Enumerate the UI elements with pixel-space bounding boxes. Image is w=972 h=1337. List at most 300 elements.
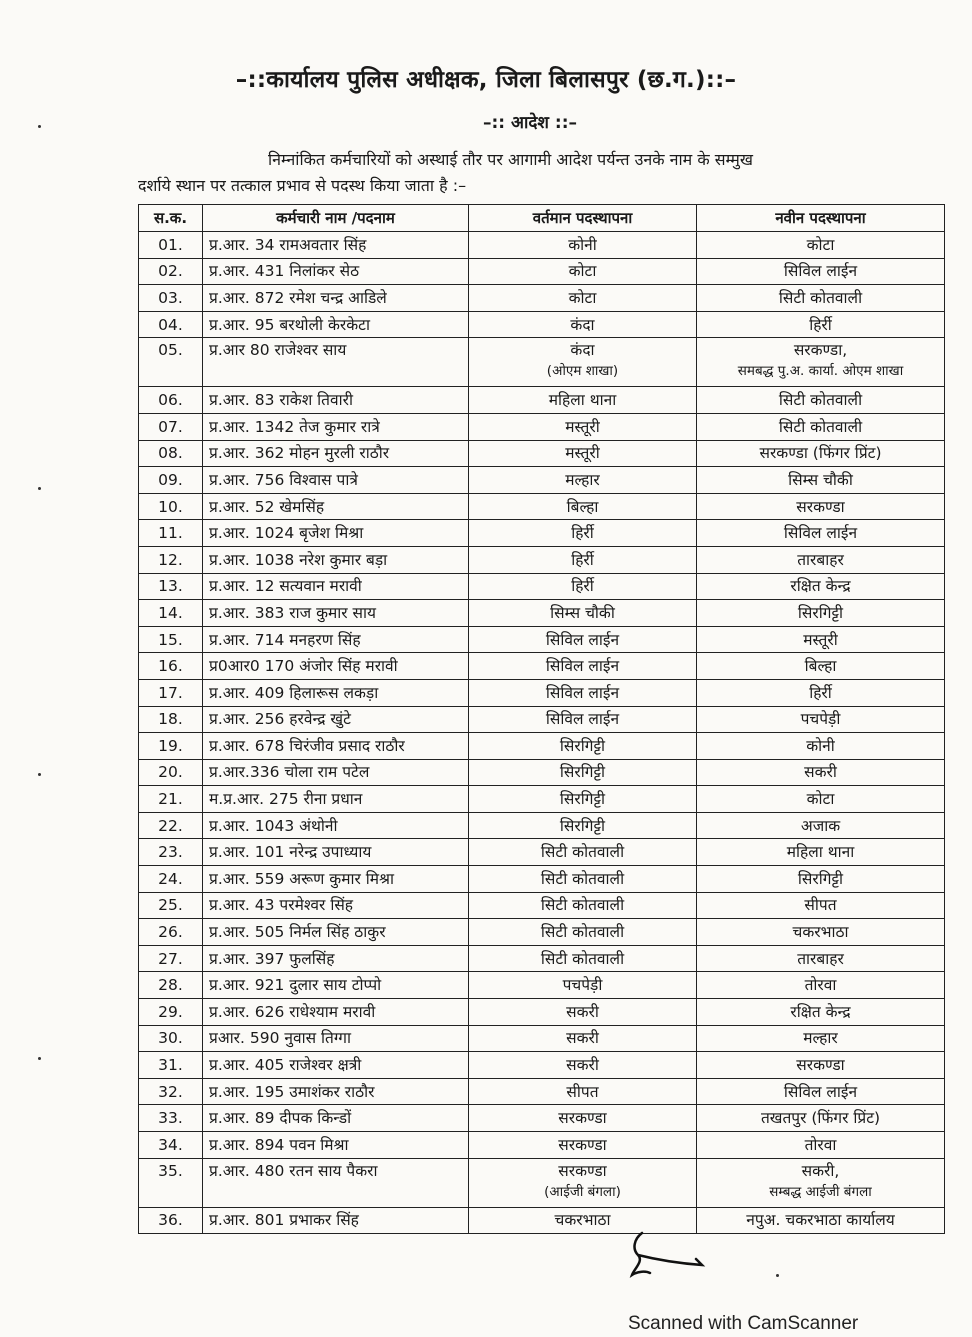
cell-serial-text: 21. bbox=[158, 790, 183, 809]
cell-employee-name-text: प्र.आर. 383 राज कुमार साय bbox=[209, 603, 377, 622]
scan-speck bbox=[38, 1057, 41, 1060]
cell-current-posting-text: कंदा bbox=[570, 341, 595, 360]
table-header-row bbox=[139, 205, 945, 232]
cell-serial-text: 10. bbox=[158, 497, 183, 516]
cell-employee-name bbox=[203, 258, 469, 285]
table-row bbox=[139, 232, 945, 259]
cell-new-posting bbox=[697, 945, 945, 972]
cell-serial bbox=[139, 311, 203, 338]
cell-employee-name-text: प्र.आर. 801 प्रभाकर सिंह bbox=[209, 1211, 359, 1230]
transfer-table bbox=[138, 204, 945, 1234]
cell-new-posting bbox=[697, 1158, 945, 1207]
table-row bbox=[139, 999, 945, 1026]
cell-current-posting-text: सिटी कोतवाली bbox=[540, 949, 625, 968]
cell-current-posting-text: कोनी bbox=[568, 235, 597, 254]
cell-new-posting bbox=[697, 232, 945, 259]
cell-new-posting bbox=[697, 786, 945, 813]
table-row bbox=[139, 258, 945, 285]
cell-serial-text: 18. bbox=[158, 710, 183, 729]
cell-employee-name-text: प्र.आर. 409 हिलारूस लकड़ा bbox=[209, 683, 379, 702]
order-heading: –:: आदेश ::– bbox=[483, 113, 577, 133]
table-row bbox=[139, 866, 945, 893]
cell-serial bbox=[139, 546, 203, 573]
cell-serial bbox=[139, 1052, 203, 1079]
cell-current-posting-text: सिविल लाईन bbox=[545, 683, 620, 702]
cell-current-posting-text: सिम्स चौकी bbox=[550, 603, 615, 622]
cell-serial-text: 16. bbox=[158, 657, 183, 676]
cell-current-posting bbox=[469, 679, 697, 706]
cell-current-posting bbox=[469, 972, 697, 999]
cell-current-posting-text: सकरी bbox=[566, 1029, 599, 1048]
cell-current-posting bbox=[469, 1158, 697, 1207]
cell-employee-name bbox=[203, 706, 469, 733]
cell-current-posting bbox=[469, 786, 697, 813]
cell-serial-text: 13. bbox=[158, 577, 183, 596]
cell-new-posting-text: सिटी कोतवाली bbox=[778, 417, 863, 436]
cell-new-posting bbox=[697, 812, 945, 839]
cell-current-posting bbox=[469, 1078, 697, 1105]
cell-employee-name bbox=[203, 573, 469, 600]
cell-new-posting bbox=[697, 600, 945, 627]
cell-employee-name-text: प्र.आर. 52 खेमसिंह bbox=[209, 497, 325, 516]
cell-new-posting-text: मस्तूरी bbox=[803, 630, 838, 649]
cell-employee-name bbox=[203, 945, 469, 972]
table-row bbox=[139, 1025, 945, 1052]
cell-serial bbox=[139, 945, 203, 972]
cell-serial-text: 19. bbox=[158, 736, 183, 755]
col-header-current: वर्तमान पदस्थापना bbox=[469, 205, 697, 232]
cell-current-posting bbox=[469, 839, 697, 866]
cell-new-posting-text: सिविल लाईन bbox=[783, 1082, 858, 1101]
cell-serial-text: 33. bbox=[158, 1109, 183, 1128]
cell-new-posting bbox=[697, 258, 945, 285]
cell-serial-text: 15. bbox=[158, 630, 183, 649]
cell-serial bbox=[139, 600, 203, 627]
cell-employee-name bbox=[203, 440, 469, 467]
office-title: –::कार्यालय पुलिस अधीक्षक, जिला बिलासपुर (छ.ग.)::– bbox=[235, 67, 737, 93]
cell-current-posting-text: सकरी bbox=[566, 1002, 599, 1021]
cell-employee-name bbox=[203, 546, 469, 573]
cell-employee-name-text: प्र.आर. 12 सत्यवान मरावी bbox=[209, 577, 362, 596]
cell-new-posting-text: तोरवा bbox=[804, 976, 837, 995]
cell-new-posting-subtext: सम्बद्ध आईजी बंगला bbox=[769, 1183, 872, 1200]
cell-employee-name-text: प्र.आर. 89 दीपक किन्डों bbox=[209, 1109, 352, 1128]
table-row bbox=[139, 706, 945, 733]
cell-employee-name bbox=[203, 1105, 469, 1132]
cell-employee-name-text: प्र.आर. 101 नरेन्द्र उपाध्याय bbox=[209, 843, 372, 862]
cell-serial bbox=[139, 1132, 203, 1159]
cell-current-posting-text: सिरगिट्टी bbox=[559, 790, 606, 809]
cell-employee-name bbox=[203, 285, 469, 312]
cell-new-posting-text: पचपेड़ी bbox=[800, 710, 841, 729]
cell-employee-name-text: प्र.आर. 559 अरूण कुमार मिश्रा bbox=[209, 869, 395, 888]
cell-current-posting-text: बिल्हा bbox=[566, 497, 599, 516]
cell-new-posting bbox=[697, 892, 945, 919]
cell-serial-text: 14. bbox=[158, 603, 183, 622]
cell-current-posting bbox=[469, 866, 697, 893]
cell-serial bbox=[139, 679, 203, 706]
cell-new-posting-text: रक्षित केन्द्र bbox=[790, 1002, 851, 1021]
cell-employee-name-text: प्र.आर. 505 निर्मल सिंह ठाकुर bbox=[209, 923, 386, 942]
cell-serial bbox=[139, 839, 203, 866]
table-row bbox=[139, 626, 945, 653]
cell-employee-name bbox=[203, 1025, 469, 1052]
cell-serial-text: 09. bbox=[158, 470, 183, 489]
cell-serial-text: 07. bbox=[158, 417, 183, 436]
cell-serial-text: 11. bbox=[158, 524, 183, 543]
cell-new-posting-text: तोरवा bbox=[804, 1135, 837, 1154]
table-row bbox=[139, 467, 945, 494]
cell-current-posting bbox=[469, 1052, 697, 1079]
cell-serial bbox=[139, 786, 203, 813]
cell-employee-name-text: प्र.आर 80 राजेश्वर साय bbox=[209, 341, 347, 360]
order-intro bbox=[138, 147, 928, 199]
cell-employee-name-text: प्र.आर. 431 निलांकर सेठ bbox=[209, 262, 360, 281]
cell-serial bbox=[139, 759, 203, 786]
cell-new-posting-text: रक्षित केन्द्र bbox=[790, 577, 851, 596]
cell-employee-name bbox=[203, 232, 469, 259]
cell-new-posting bbox=[697, 413, 945, 440]
table-row bbox=[139, 972, 945, 999]
cell-employee-name bbox=[203, 919, 469, 946]
cell-new-posting-text: सीपत bbox=[804, 896, 837, 915]
cell-new-posting-text: सरकण्डा (फिंगर प्रिंट) bbox=[759, 444, 882, 463]
cell-current-posting-text: हिर्री bbox=[571, 577, 594, 596]
cell-serial bbox=[139, 919, 203, 946]
cell-employee-name bbox=[203, 626, 469, 653]
table-row bbox=[139, 1105, 945, 1132]
cell-serial-text: 23. bbox=[158, 843, 183, 862]
table-row bbox=[139, 546, 945, 573]
cell-new-posting-text: तारबाहर bbox=[797, 550, 844, 569]
cell-new-posting bbox=[697, 626, 945, 653]
cell-serial bbox=[139, 285, 203, 312]
col-header-name: कर्मचारी नाम /पदनाम bbox=[203, 205, 469, 232]
cell-new-posting bbox=[697, 467, 945, 494]
cell-serial-text: 24. bbox=[158, 869, 183, 888]
cell-serial-text: 32. bbox=[158, 1082, 183, 1101]
table-row bbox=[139, 679, 945, 706]
cell-new-posting bbox=[697, 733, 945, 760]
cell-new-posting bbox=[697, 999, 945, 1026]
cell-employee-name-text: प्र.आर. 626 राधेश्याम मरावी bbox=[209, 1002, 376, 1021]
cell-new-posting-text: सकरी, bbox=[801, 1161, 840, 1180]
table-row bbox=[139, 733, 945, 760]
cell-employee-name-text: प्र.आर. 1043 अंथोनी bbox=[209, 816, 338, 835]
intro-line-2: दर्शाये स्थान पर तत्काल प्रभाव से पदस्थ किया जाता है :– bbox=[138, 176, 467, 195]
cell-employee-name-text: प्र.आर. 256 हरवेन्द्र खुंटे bbox=[209, 710, 351, 729]
cell-new-posting-text: सरकण्डा bbox=[796, 1056, 845, 1075]
cell-new-posting bbox=[697, 1105, 945, 1132]
table-row bbox=[139, 600, 945, 627]
cell-new-posting-text: कोटा bbox=[806, 790, 835, 809]
cell-current-posting-text: हिर्री bbox=[571, 524, 594, 543]
col-header-sn: स.क. bbox=[139, 205, 203, 232]
cell-serial bbox=[139, 467, 203, 494]
cell-new-posting bbox=[697, 493, 945, 520]
cell-new-posting-text: सकरी bbox=[804, 763, 837, 782]
cell-new-posting bbox=[697, 866, 945, 893]
cell-employee-name bbox=[203, 1207, 469, 1234]
cell-current-posting bbox=[469, 653, 697, 680]
cell-current-posting-text: सिरगिट्टी bbox=[559, 736, 606, 755]
table-row bbox=[139, 786, 945, 813]
cell-current-posting bbox=[469, 626, 697, 653]
cell-new-posting-text: तारबाहर bbox=[797, 949, 844, 968]
cell-current-posting-text: मस्तूरी bbox=[565, 417, 600, 436]
cell-new-posting-text: अजाक bbox=[800, 816, 841, 835]
table-row bbox=[139, 520, 945, 547]
cell-employee-name bbox=[203, 679, 469, 706]
cell-employee-name-text: प्र.आर.336 चोला राम पटेल bbox=[209, 763, 370, 782]
col-header-new: नवीन पदस्थापना bbox=[697, 205, 945, 232]
cell-current-posting-text: हिर्री bbox=[571, 550, 594, 569]
table-row bbox=[139, 387, 945, 414]
table-row bbox=[139, 311, 945, 338]
cell-new-posting bbox=[697, 706, 945, 733]
cell-serial bbox=[139, 733, 203, 760]
cell-employee-name-text: प्र.आर. 405 राजेश्वर क्षत्री bbox=[209, 1056, 362, 1075]
cell-employee-name bbox=[203, 866, 469, 893]
cell-current-posting-text: सिविल लाईन bbox=[545, 657, 620, 676]
table-row bbox=[139, 839, 945, 866]
cell-employee-name-text: प्र0आर0 170 अंजोर सिंह मरावी bbox=[209, 657, 398, 676]
cell-current-posting bbox=[469, 467, 697, 494]
cell-current-posting-text: मल्हार bbox=[565, 470, 600, 489]
table-row bbox=[139, 1078, 945, 1105]
cell-employee-name-text: प्र.आर. 756 विश्वास पात्रे bbox=[209, 470, 358, 489]
cell-new-posting-subtext: समबद्ध पु.अ. कार्या. ओएम शाखा bbox=[737, 363, 904, 380]
cell-new-posting bbox=[697, 679, 945, 706]
cell-employee-name-text: प्र.आर. 1024 बृजेश मिश्रा bbox=[209, 524, 364, 543]
cell-serial-text: 34. bbox=[158, 1135, 183, 1154]
cell-current-posting-text: सिटी कोतवाली bbox=[540, 843, 625, 862]
cell-new-posting-text: बिल्हा bbox=[804, 657, 837, 676]
cell-employee-name-text: प्र.आर. 362 मोहन मुरली राठौर bbox=[209, 444, 390, 463]
cell-serial bbox=[139, 866, 203, 893]
cell-new-posting bbox=[697, 759, 945, 786]
scan-speck bbox=[38, 125, 41, 128]
cell-serial-text: 36. bbox=[158, 1211, 183, 1230]
cell-current-posting bbox=[469, 945, 697, 972]
cell-serial-text: 26. bbox=[158, 923, 183, 942]
cell-new-posting bbox=[697, 1132, 945, 1159]
cell-current-posting bbox=[469, 706, 697, 733]
cell-current-posting-text: सीपत bbox=[566, 1082, 599, 1101]
cell-new-posting-text: कोनी bbox=[806, 736, 835, 755]
cell-serial bbox=[139, 493, 203, 520]
cell-current-posting-text: सिरगिट्टी bbox=[559, 763, 606, 782]
scan-speck bbox=[38, 487, 41, 490]
cell-serial bbox=[139, 232, 203, 259]
cell-current-posting bbox=[469, 892, 697, 919]
cell-current-posting-text: सकरी bbox=[566, 1056, 599, 1075]
scanner-watermark: Scanned with CamScanner bbox=[628, 1313, 859, 1334]
cell-new-posting bbox=[697, 1025, 945, 1052]
cell-new-posting-text: मल्हार bbox=[803, 1029, 838, 1048]
cell-serial-text: 31. bbox=[158, 1056, 183, 1075]
table-row bbox=[139, 919, 945, 946]
cell-employee-name bbox=[203, 493, 469, 520]
cell-employee-name bbox=[203, 520, 469, 547]
cell-serial bbox=[139, 387, 203, 414]
cell-current-posting bbox=[469, 546, 697, 573]
cell-current-posting-text: सरकण्डा bbox=[558, 1161, 607, 1180]
table-row bbox=[139, 1052, 945, 1079]
cell-serial-text: 05. bbox=[158, 341, 183, 360]
table-row bbox=[139, 573, 945, 600]
cell-new-posting bbox=[697, 919, 945, 946]
cell-current-posting-subtext: (आईजी बंगला) bbox=[544, 1183, 621, 1200]
cell-current-posting-subtext: (ओएम शाखा) bbox=[546, 363, 619, 380]
cell-serial bbox=[139, 1025, 203, 1052]
cell-serial-text: 30. bbox=[158, 1029, 183, 1048]
cell-employee-name bbox=[203, 892, 469, 919]
cell-current-posting bbox=[469, 232, 697, 259]
cell-serial-text: 04. bbox=[158, 315, 183, 334]
cell-new-posting bbox=[697, 653, 945, 680]
cell-employee-name bbox=[203, 786, 469, 813]
cell-current-posting bbox=[469, 733, 697, 760]
cell-current-posting bbox=[469, 387, 697, 414]
cell-current-posting bbox=[469, 520, 697, 547]
cell-employee-name-text: प्र.आर. 397 फुलसिंह bbox=[209, 949, 335, 968]
cell-serial bbox=[139, 1207, 203, 1234]
cell-serial bbox=[139, 520, 203, 547]
cell-current-posting bbox=[469, 338, 697, 387]
cell-current-posting bbox=[469, 812, 697, 839]
cell-employee-name-text: प्र.आर. 921 दुलार साय टोप्पो bbox=[209, 976, 382, 995]
table-row bbox=[139, 1207, 945, 1234]
table-row bbox=[139, 759, 945, 786]
cell-new-posting bbox=[697, 1052, 945, 1079]
cell-employee-name bbox=[203, 1158, 469, 1207]
cell-current-posting bbox=[469, 493, 697, 520]
cell-new-posting bbox=[697, 1207, 945, 1234]
cell-serial-text: 29. bbox=[158, 1002, 183, 1021]
cell-employee-name-text: प्र.आर. 714 मनहरण सिंह bbox=[209, 630, 361, 649]
table-row bbox=[139, 338, 945, 387]
cell-serial-text: 06. bbox=[158, 391, 183, 410]
cell-serial-text: 17. bbox=[158, 683, 183, 702]
cell-serial-text: 20. bbox=[158, 763, 183, 782]
cell-new-posting-text: सिविल लाईन bbox=[783, 262, 858, 281]
cell-serial-text: 12. bbox=[158, 550, 183, 569]
cell-current-posting-text: सिटी कोतवाली bbox=[540, 923, 625, 942]
table-row bbox=[139, 493, 945, 520]
cell-serial bbox=[139, 999, 203, 1026]
cell-serial-text: 08. bbox=[158, 444, 183, 463]
cell-new-posting bbox=[697, 520, 945, 547]
cell-current-posting-text: सिविल लाईन bbox=[545, 630, 620, 649]
cell-current-posting bbox=[469, 759, 697, 786]
cell-serial bbox=[139, 1078, 203, 1105]
cell-new-posting bbox=[697, 440, 945, 467]
cell-current-posting bbox=[469, 919, 697, 946]
cell-new-posting-text: सिटी कोतवाली bbox=[778, 288, 863, 307]
cell-current-posting-text: सिटी कोतवाली bbox=[540, 869, 625, 888]
cell-employee-name-text: प्रआर. 590 नुवास तिग्गा bbox=[209, 1029, 351, 1048]
cell-new-posting-text: सिम्स चौकी bbox=[788, 470, 853, 489]
cell-new-posting-text: चकरभाठा bbox=[792, 923, 849, 942]
cell-new-posting bbox=[697, 839, 945, 866]
cell-serial-text: 22. bbox=[158, 816, 183, 835]
table-row bbox=[139, 1158, 945, 1207]
cell-employee-name-text: प्र.आर. 1342 तेज कुमार रात्रे bbox=[209, 417, 380, 436]
cell-current-posting bbox=[469, 1105, 697, 1132]
cell-current-posting bbox=[469, 413, 697, 440]
cell-new-posting bbox=[697, 311, 945, 338]
cell-new-posting-text: सिरगिट्टी bbox=[797, 603, 844, 622]
cell-serial bbox=[139, 1105, 203, 1132]
cell-serial-text: 01. bbox=[158, 235, 183, 254]
table-body bbox=[139, 232, 945, 1234]
cell-new-posting bbox=[697, 972, 945, 999]
cell-serial-text: 02. bbox=[158, 262, 183, 281]
cell-new-posting-text: तखतपुर (फिंगर प्रिंट) bbox=[760, 1109, 881, 1128]
cell-serial-text: 03. bbox=[158, 288, 183, 307]
cell-serial bbox=[139, 653, 203, 680]
cell-current-posting-text: सरकण्डा bbox=[558, 1135, 607, 1154]
cell-employee-name bbox=[203, 972, 469, 999]
cell-employee-name bbox=[203, 311, 469, 338]
cell-current-posting bbox=[469, 1025, 697, 1052]
cell-serial bbox=[139, 413, 203, 440]
table-row bbox=[139, 413, 945, 440]
cell-current-posting bbox=[469, 311, 697, 338]
cell-serial bbox=[139, 573, 203, 600]
table-row bbox=[139, 892, 945, 919]
cell-serial-text: 35. bbox=[158, 1161, 183, 1180]
cell-employee-name-text: प्र.आर. 43 परमेश्वर सिंह bbox=[209, 896, 354, 915]
cell-new-posting bbox=[697, 573, 945, 600]
cell-employee-name bbox=[203, 1132, 469, 1159]
cell-employee-name bbox=[203, 600, 469, 627]
cell-serial bbox=[139, 258, 203, 285]
cell-new-posting-text: सिटी कोतवाली bbox=[778, 391, 863, 410]
cell-current-posting-text: कोटा bbox=[568, 262, 597, 281]
cell-serial-text: 28. bbox=[158, 976, 183, 995]
cell-serial bbox=[139, 440, 203, 467]
table-row bbox=[139, 653, 945, 680]
cell-current-posting-text: पचपेड़ी bbox=[562, 976, 603, 995]
cell-employee-name-text: प्र.आर. 872 रमेश चन्द्र आडिले bbox=[209, 288, 387, 307]
cell-new-posting-text: सरकण्डा bbox=[796, 497, 845, 516]
scan-speck bbox=[38, 773, 41, 776]
cell-current-posting bbox=[469, 999, 697, 1026]
cell-employee-name-text: प्र.आर. 678 चिरंजीव प्रसाद राठौर bbox=[209, 736, 405, 755]
cell-current-posting-text: सिरगिट्टी bbox=[559, 816, 606, 835]
cell-new-posting bbox=[697, 338, 945, 387]
cell-employee-name-text: म.प्र.आर. 275 रीना प्रधान bbox=[209, 790, 363, 809]
cell-current-posting-text: मस्तूरी bbox=[565, 444, 600, 463]
table-row bbox=[139, 945, 945, 972]
cell-serial bbox=[139, 338, 203, 387]
cell-current-posting bbox=[469, 573, 697, 600]
cell-employee-name bbox=[203, 467, 469, 494]
cell-employee-name-text: प्र.आर. 95 बरथोली केरकेटा bbox=[209, 315, 370, 334]
cell-employee-name bbox=[203, 999, 469, 1026]
cell-new-posting-text: सिरगिट्टी bbox=[797, 869, 844, 888]
cell-employee-name-text: प्र.आर. 83 राकेश तिवारी bbox=[209, 391, 353, 410]
cell-employee-name bbox=[203, 839, 469, 866]
cell-new-posting-text: महिला थाना bbox=[786, 843, 855, 862]
cell-current-posting-text: कंदा bbox=[570, 315, 595, 334]
cell-employee-name-text: प्र.आर. 195 उमाशंकर राठौर bbox=[209, 1082, 375, 1101]
signature-mark bbox=[624, 1225, 714, 1285]
cell-new-posting-text: सरकण्डा, bbox=[793, 341, 848, 360]
table-row bbox=[139, 285, 945, 312]
